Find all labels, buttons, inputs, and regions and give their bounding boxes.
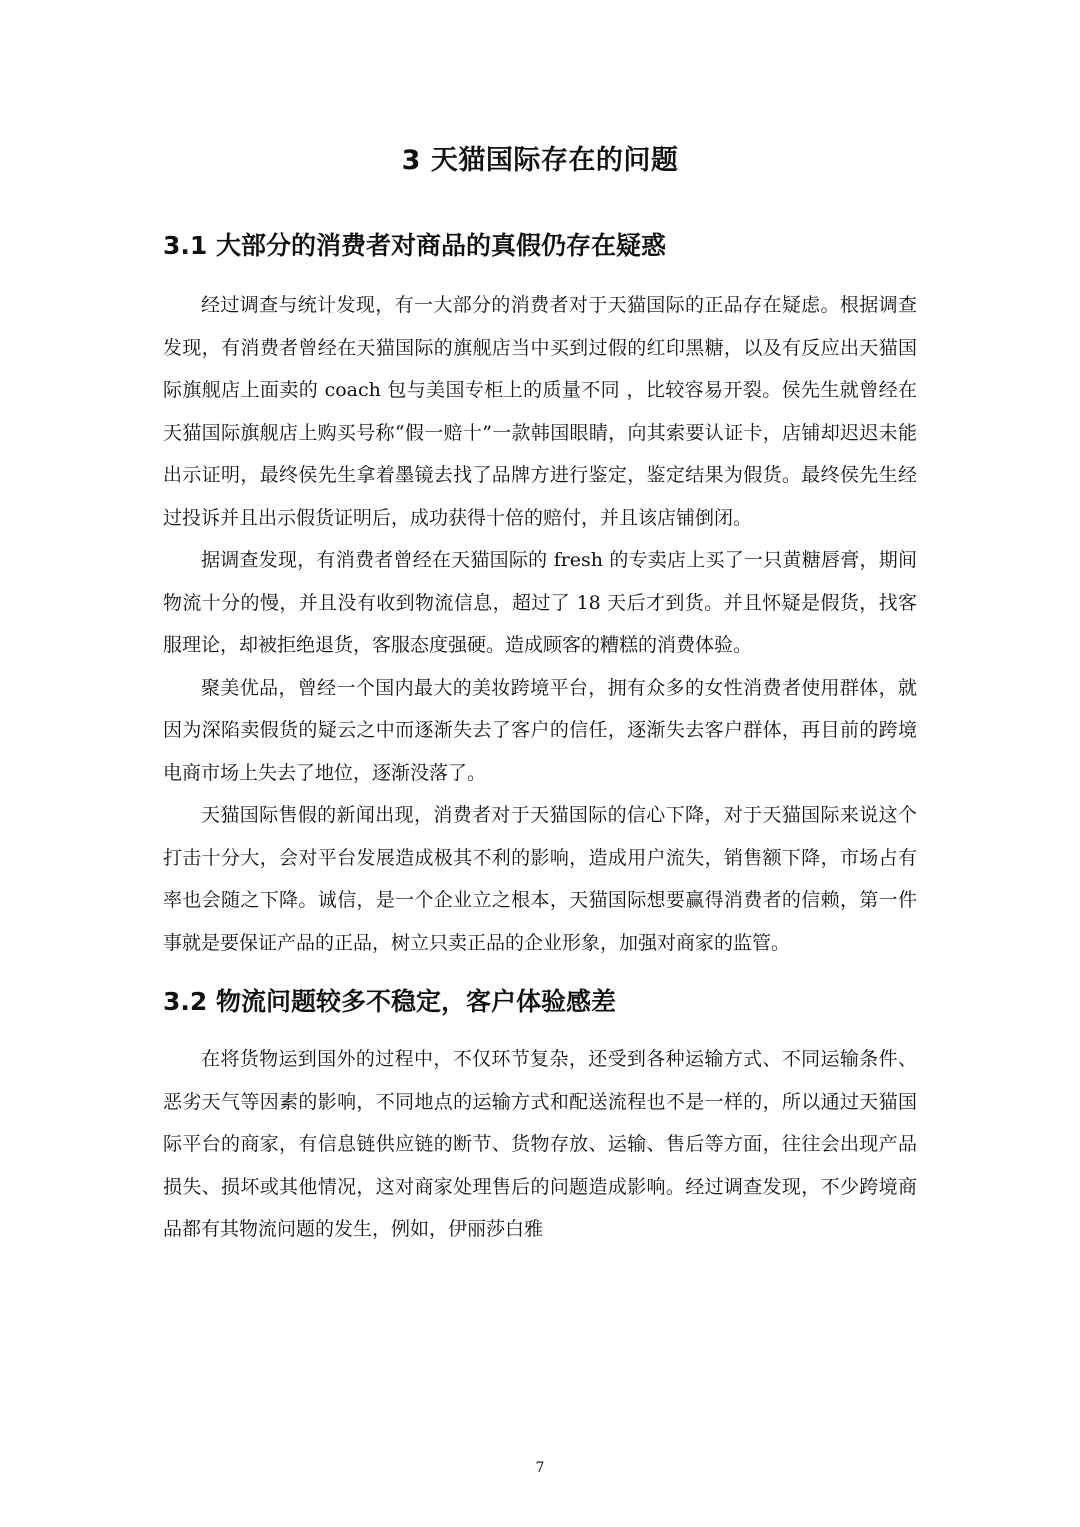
paragraph: 据调查发现，有消费者曾经在天猫国际的 fresh 的专卖店上买了一只黄糖唇膏，期间物流十分的慢，并且没有收到物流信息，超过了 18 天后才到货。并且怀疑是假货，找客服理论，却被拒绝退货，客服态度强硬。造成顾客的糟糕的消费体验。: [163, 549, 917, 656]
section-heading-3-1: 3.1 大部分的消费者对商品的真假仍存在疑惑: [163, 231, 666, 260]
page-content: [163, 140, 917, 1251]
paragraph: 天猫国际售假的新闻出现，消费者对于天猫国际的信心下降，对于天猫国际来说这个打击十分大，会对平台发展造成极其不利的影响，造成用户流失，销售额下降，市场占有率也会随之下降。诚信，是一个企业立之根本，天猫国际想要赢得消费者的信赖，第一件事就是要保证产品的正品，树立只卖正品的企业形象，加强对商家的监管。: [163, 804, 917, 954]
page-number: 7: [535, 1460, 545, 1476]
paragraph: 经过调查与统计发现，有一大部分的消费者对于天猫国际的正品存在疑虑。根据调查发现，有消费者曾经在天猫国际的旗舰店当中买到过假的红印黑糖，以及有反应出天猫国际旗舰店上面卖的 coach 包与美国专柜上的质量不同 ，比较容易开裂。侯先生就曾经在天猫国际旗舰店上购买号称“假一赔十”一款韩国眼睛，向其索要认证卡，店铺却迟迟未能出示证明，最终侯先生拿着墨镜去找了品牌方进行鉴定，鉴定结果为假货。最终侯先生经过投诉并且出示假货证明后，成功获得十倍的赔付，并且该店铺倒闭。: [163, 294, 917, 529]
chapter-title: 3 天猫国际存在的问题: [401, 145, 679, 176]
paragraph: 聚美优品，曾经一个国内最大的美妆跨境平台，拥有众多的女性消费者使用群体，就因为深陷卖假货的疑云之中而逐渐失去了客户的信任，逐渐失去客户群体，再目前的跨境电商市场上失去了地位，逐渐没落了。: [163, 676, 917, 784]
paragraph: 在将货物运到国外的过程中，不仅环节复杂，还受到各种运输方式、不同运输条件、恶劣天气等因素的影响，不同地点的运输方式和配送流程也不是一样的，所以通过天猫国际平台的商家，有信息链供应链的断节、货物存放、运输、售后等方面，往往会出现产品损失、损坏或其他情况，这对商家处理售后的问题造成影响。经过调查发现，不少跨境商品都有其物流问题的发生，例如，伊丽莎白雅: [163, 1048, 917, 1240]
section-heading-3-2: 3.2 物流问题较多不稳定，客户体验感差: [163, 987, 616, 1016]
